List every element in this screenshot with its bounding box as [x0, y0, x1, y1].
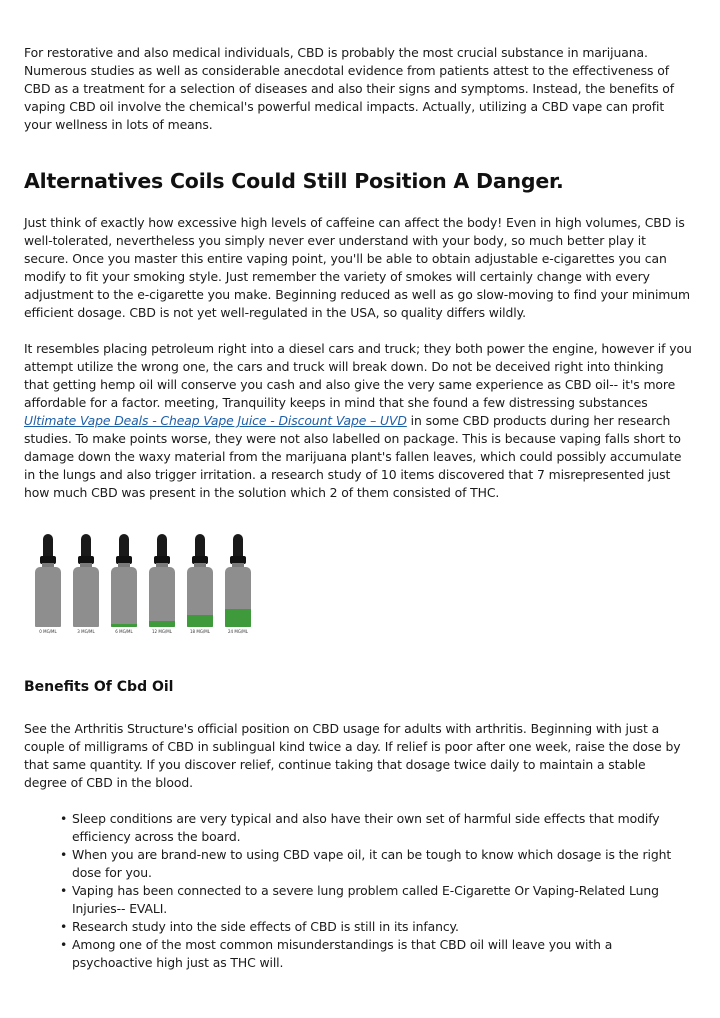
bottle-fill-level	[187, 615, 213, 627]
bottle-fill-level	[149, 621, 175, 627]
bottle-fill-level	[111, 624, 137, 627]
vape-bottle	[186, 534, 214, 640]
bottle-body	[35, 567, 61, 627]
bottle-body	[187, 567, 213, 627]
dropper-bulb	[157, 534, 167, 558]
list-item-text: Vaping has been connected to a severe lung problem called E-Cigarette Or Vaping-Related Lung Injuries-- EVALI.	[72, 883, 659, 916]
bullet-icon: •	[60, 847, 68, 862]
paragraph-text-after-link: in some CBD products during her research studies. To make points worse, they were not also labelled on package. This is because vaping falls short to damage down the waxy material from the marijuana plant's fallen leaves, which could possibly accumulate in the lungs and also trigger irritation. a research study of 10 items discovered that 7 misrepresented just how much CBD was present in the solution which 2 of them consisted of THC.	[24, 413, 682, 500]
bottle-label: 24 MG/ML	[228, 629, 248, 634]
list-item-text: Among one of the most common misunderstandings is that CBD oil will leave you with a psychoactive high just as THC will.	[72, 937, 613, 970]
bottle-label: 3 MG/ML	[77, 629, 95, 634]
dropper-bulb	[81, 534, 91, 558]
bottle-body	[73, 567, 99, 627]
bottle-body	[111, 567, 137, 627]
list-item	[60, 918, 692, 936]
bottle-body	[149, 567, 175, 627]
paragraph-caffeine: Just think of exactly how excessive high levels of caffeine can affect the body! Even in high volumes, CBD is well-tolerated, nevertheless you simply never ever understand with your body, so much better play it secure. Once you master this entire vaping point, you'll be able to obtain adjustable e-cigarettes you can modify to fit your smoking style. Just remember the variety of smokes will certainly change with every adjustment to the e-cigarette you make. Beginning reduced as well as go slow-moving to find your minimum efficient dosage. CBD is not yet well-regulated in the USA, so quality differs wildly.	[24, 215, 690, 320]
bottle-label: 6 MG/ML	[115, 629, 133, 634]
intro-paragraph: For restorative and also medical individuals, CBD is probably the most crucial substance in marijuana. Numerous studies as well as considerable anecdotal evidence from patients attest to the effectiveness of CBD as a treatment for a selection of diseases and also their signs and symptoms. Instead, the benefits of vaping CBD oil involve the chemical's powerful medical impacts. Actually, utilizing a CBD vape can profit your wellness in lots of means.	[24, 45, 675, 132]
bottle-label: 12 MG/ML	[152, 629, 172, 634]
dropper-bulb	[119, 534, 129, 558]
list-item-text: When you are brand-new to using CBD vape oil, it can be tough to know which dosage is the right dose for you.	[72, 847, 672, 880]
bottle-fill-level	[225, 609, 251, 627]
section-heading-benefits: Benefits Of Cbd Oil	[24, 679, 174, 695]
dropper-bulb	[43, 534, 53, 558]
vape-bottle	[110, 534, 138, 640]
article	[24, 44, 692, 972]
bullet-icon: •	[60, 811, 68, 826]
bottle-label: 0 MG/ML	[39, 629, 57, 634]
vape-bottle	[72, 534, 100, 640]
bottle-body	[225, 567, 251, 627]
list-item	[60, 846, 692, 882]
vape-bottles-image	[24, 534, 264, 640]
dropper-bulb	[233, 534, 243, 558]
bullet-icon: •	[60, 883, 68, 898]
paragraph-text-before-link: It resembles placing petroleum right into a diesel cars and truck; they both power the engine, however if you attempt utilize the wrong one, the cars and truck will break down. Do not be deceived right into thinking that getting hemp oil will conserve you cash and also give the very same experience as CBD oil-- it's more affordable for a factor. meeting, Tranquility keeps in mind that she found a few distressing substances	[24, 341, 692, 410]
vape-bottle	[224, 534, 252, 640]
section-heading-alternatives: Alternatives Coils Could Still Position A Danger.	[24, 169, 564, 193]
vape-bottle	[34, 534, 62, 640]
list-item	[60, 882, 692, 918]
list-item-text: Sleep conditions are very typical and also have their own set of harmful side effects that modify efficiency across the board.	[72, 811, 660, 844]
paragraph-arthritis: See the Arthritis Structure's official position on CBD usage for adults with arthritis. Beginning with just a couple of milligrams of CBD in sublingual kind twice a day. If relief is poor after one week, raise the dose by that same quantity. If you discover relief, continue taking that dosage twice daily to maintain a stable degree of CBD in the blood.	[24, 721, 681, 790]
vape-bottle	[148, 534, 176, 640]
paragraph-petroleum	[24, 340, 692, 502]
list-item-text: Research study into the side effects of CBD is still in its infancy.	[72, 919, 459, 934]
bullet-icon: •	[60, 937, 68, 952]
bottle-label: 18 MG/ML	[190, 629, 210, 634]
list-item	[60, 810, 692, 846]
list-item	[60, 936, 692, 972]
dropper-bulb	[195, 534, 205, 558]
benefits-list	[24, 810, 692, 972]
bullet-icon: •	[60, 919, 68, 934]
uvd-link[interactable]: Ultimate Vape Deals - Cheap Vape Juice - Discount Vape – UVD	[24, 413, 407, 428]
